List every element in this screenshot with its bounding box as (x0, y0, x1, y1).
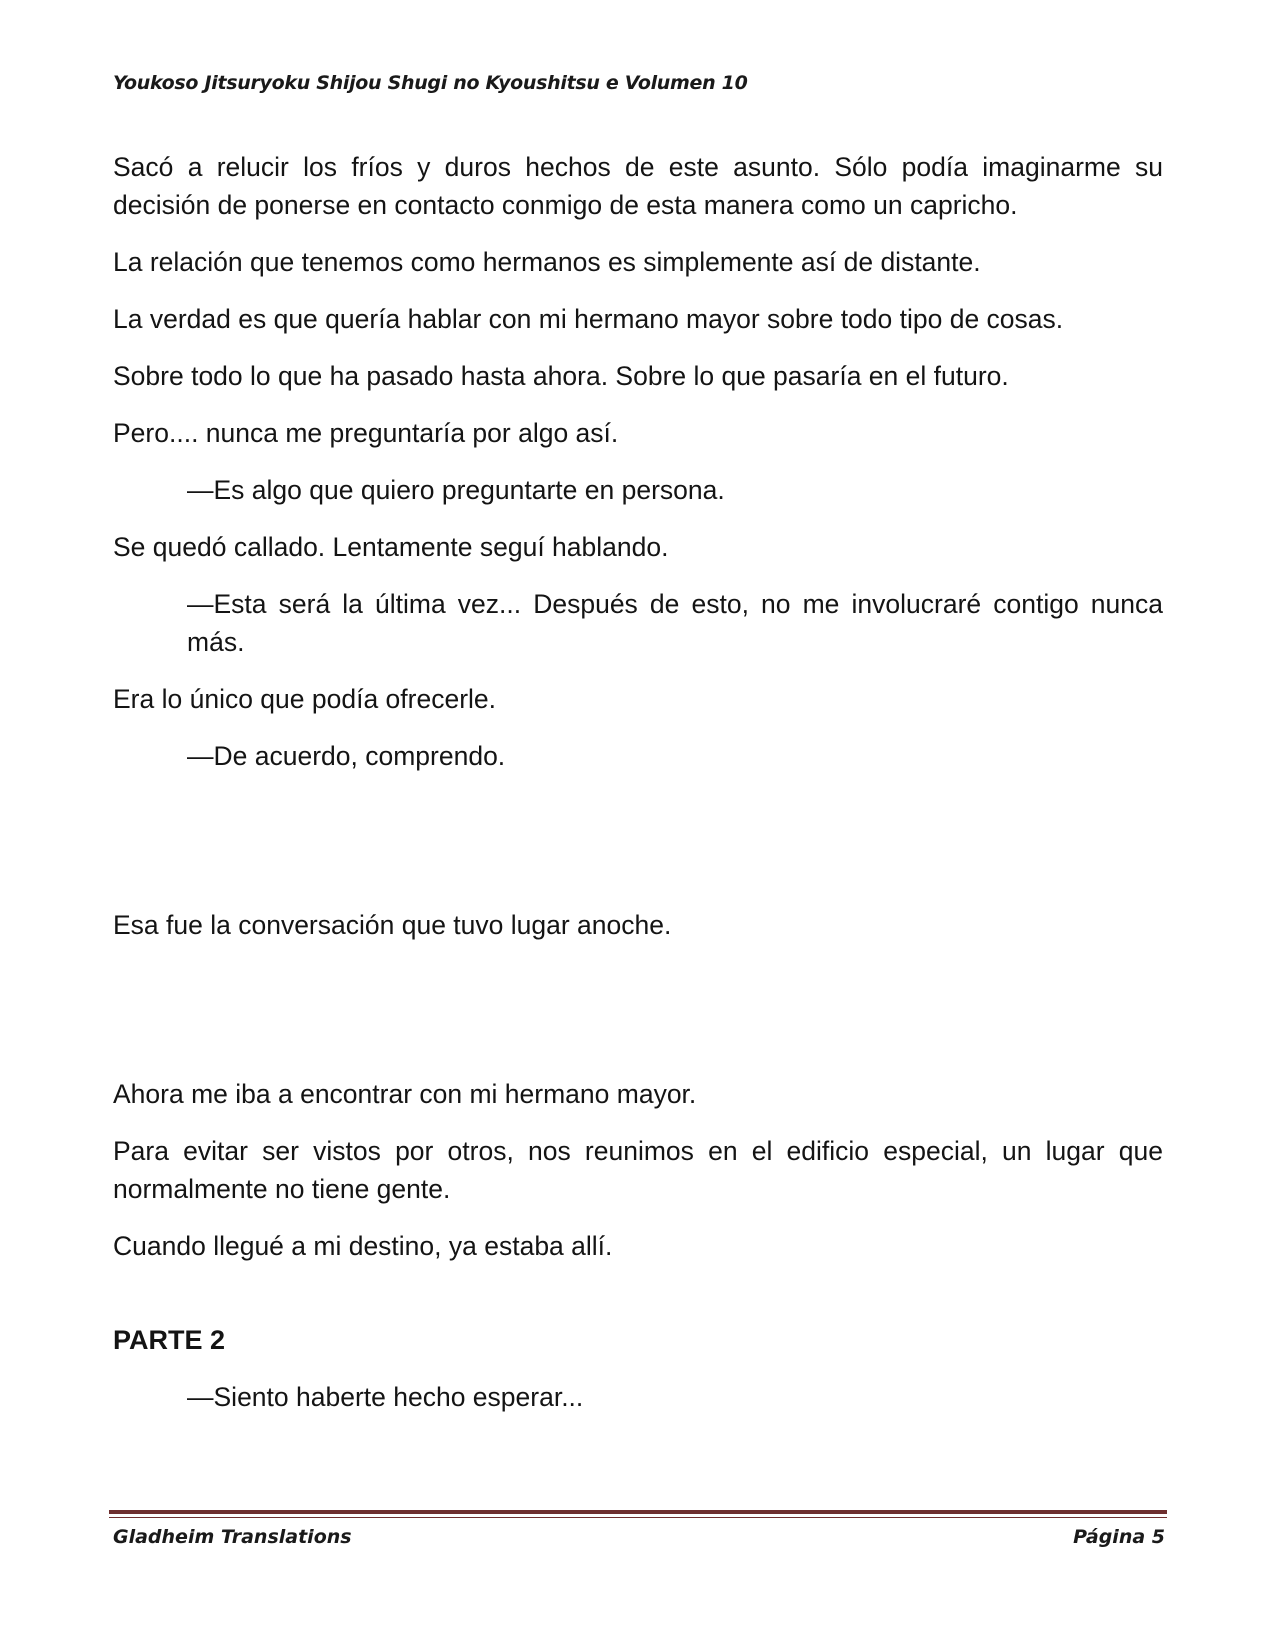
footer-rule-thin (109, 1517, 1167, 1518)
paragraph: Era lo único que podía ofrecerle. (113, 684, 497, 714)
paragraph: Sobre todo lo que ha pasado hasta ahora. Sobre lo que pasaría en el futuro. (113, 361, 1009, 391)
dialogue-line: —De acuerdo, comprendo. (187, 741, 506, 771)
paragraph: La verdad es que quería hablar con mi hermano mayor sobre todo tipo de cosas. (113, 304, 1064, 334)
dialogue-line: —Esta será la última vez... Después de esto, no me involucraré contigo nunca más. (187, 589, 1163, 657)
footer-publisher: Gladheim Translations (113, 1526, 352, 1548)
page-content (113, 148, 1163, 1416)
footer-rule-thick (109, 1510, 1167, 1514)
dialogue-line: —Siento haberte hecho esperar... (187, 1382, 584, 1412)
running-header: Youkoso Jitsuryoku Shijou Shugi no Kyoushitsu e Volumen 10 (113, 72, 748, 94)
paragraph: Ahora me iba a encontrar con mi hermano mayor. (113, 1079, 697, 1109)
paragraph: Esa fue la conversación que tuvo lugar anoche. (113, 910, 672, 940)
paragraph: Pero.... nunca me preguntaría por algo así. (113, 418, 619, 448)
paragraph: La relación que tenemos como hermanos es simplemente así de distante. (113, 247, 981, 277)
page-number: Página 5 (1073, 1526, 1165, 1548)
paragraph: Cuando llegué a mi destino, ya estaba allí. (113, 1231, 613, 1261)
paragraph: Sacó a relucir los fríos y duros hechos de este asunto. Sólo podía imaginarme su decisión de ponerse en contacto conmigo de esta manera como un capricho. (113, 152, 1163, 220)
section-heading: PARTE 2 (113, 1325, 226, 1355)
dialogue-line: —Es algo que quiero preguntarte en persona. (187, 475, 725, 505)
paragraph: Se quedó callado. Lentamente seguí hablando. (113, 532, 669, 562)
paragraph: Para evitar ser vistos por otros, nos reunimos en el edificio especial, un lugar que normalmente no tiene gente. (113, 1136, 1163, 1204)
